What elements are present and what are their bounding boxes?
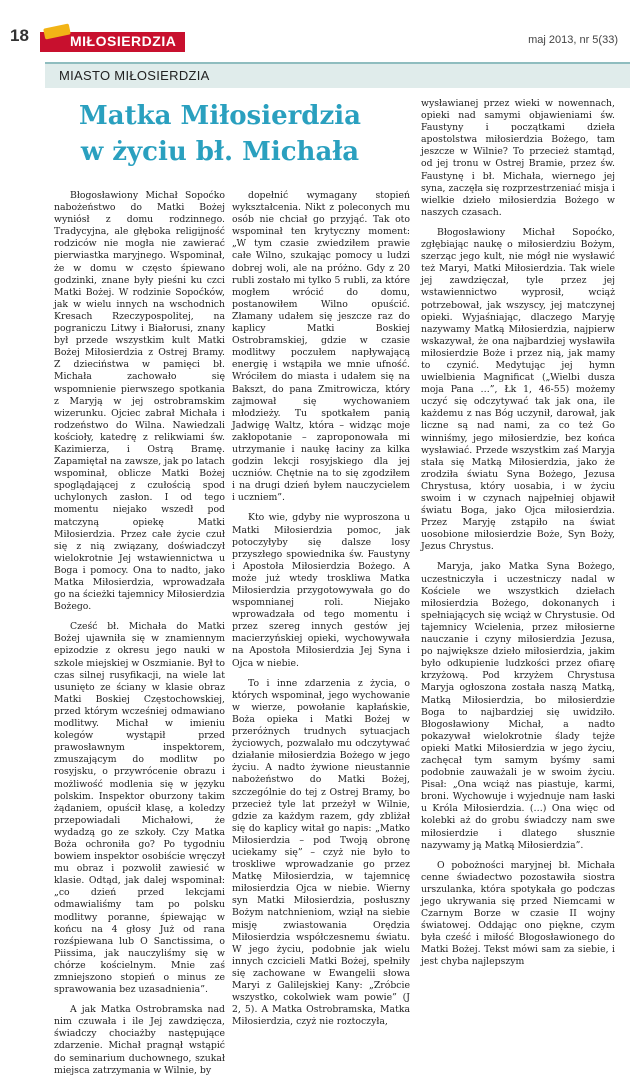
paragraph: dopełnić wymagany stopień wykształcenia. Nikt z poleconych mu osób nie chciał go przyjąć. Tak oto wspominał ten krytyczny moment: „W tym czasie zwiedziłem prawie całe Wilno, szukając pomocy u ludzi dobrej woli, ale na próżno. Gdy z 20 rubli zostało mi tylko 5 rubli, za które mogłem wrócić do domu, postanowiłem Wilno opuścić. Złamany udałem się jeszcze raz do kaplicy Matki Boskiej Ostrobramskiej, gdzie w czasie modlitwy poczułem napływającą energię i wstąpiła we mnie ufność. Wróciłem do miasta i udałem się na Bakszt, do pana Zmitrowicza, który zajmował się wychowaniem młodzieży. Tu spotkałem panią Jadwigę Waltz, która – widząc moje zakłopotanie – zaproponowała mi utrzymanie i naukę łaciny za kilka godzin lekcji rosyjskiego dla jej uczniów. Chętnie na to się zgodziłem i na drugi dzień byłem nauczycielem i uczniem”. (232, 190, 410, 504)
paragraph: Błogosławiony Michał Sopoćko, zgłębiając naukę o miłosierdziu Bożym, szerząc jego kult, nie mógł nie wysławić też Maryi, Matki Miłosierdzia. Tak wiele jej zawdzięczał, tyle przez jej wstawiennictwo wyprosił, wciąż potrzebował, jak wszyscy, jej matczynej opieki. Wyjaśniając, dlaczego Maryję nazywamy Matką Miłosierdzia, najpierw wskazywał, że ona najbardziej wysławiła miłosierdzie Boże i przez nią, jak mamy to czynić. Medytując jej hymn uwielbienia Magnificat („Wielbi dusza moja Pana …”, Łk 1, 46-55) możemy uczyć się odczytywać tak jak ona, ile każdemu z nas Bóg uczynił, darował, jak liczne są nad nami, za co też Go winniśmy, jego miłosierdzie, bez końca wysławiać. Przede wszystkim zaś Maryja stała się Matką Miłosierdzia, jako że zrodziła światu Syna Bożego, Jezusa Chrystusa, który uosabia, i w życiu swoim i w czynach najpełniej objawił światu Boga, jako Ojca miłosierdzia. Przez Maryję zstąpiło na świat uosobione miłosierdzie Boże, Syn Boży, Jezus Chrystus. (421, 226, 615, 553)
page-header (0, 0, 640, 56)
paragraph: O pobożności maryjnej bł. Michała cenne świadectwo pozostawiła siostra urszulanka, która spotykała go podczas jego ukrywania się przed Niemcami w Czarnym Borze w czasie II wojny światowej. Oddając ono piękne, czym była cześć i miłość Błogosławionego do Matki Bożej. Tekst mówi sam za siebie, i jest chyba najlepszym (421, 859, 615, 968)
text-column-1 (54, 190, 225, 1076)
paragraph: A jak Matka Ostrobramska nad nim czuwała i ile Jej zawdzięcza, świadczy chociażby następujące zdarzenie. Michał pragnął wstąpić do seminarium duchownego, szukał miejsca zatrzymania w Wilnie, by (54, 1004, 225, 1076)
paragraph: Maryja, jako Matka Syna Bożego, uczestniczyła i uczestniczy nadal w Kościele we wszystkich dziełach miłosierdzia Bożego, dokonanych i spełniających się wciąż w Chrystusie. Od tajemnicy Wcielenia, przez miłosierne nauczanie i czyny miłosierdzia Jezusa, po największe dzieło miłosierdzia, jakim było odkupienie ludzkości przez ofiarę krzyżową. Pod krzyżem Chrystusa Maryja ogłoszona została naszą Matką, Matką Miłosierdzia, bo miłosierdzie Boga to najbardziej się uwidziło. Błogosławiony Michał, a nadto pokazywał wielokrotnie ślady tejże opieki Matki Miłosierdzia w jego życiu, zachęcał tym samym byśmy sami podobnie zauważali je w swoim życiu. Pisał: „Ona wciąż nas piastuje, karmi, broni. Wychowuje i wyjednuje nam łaski u Króla Miłosierdzia. (…) Ona więc od kolebki aż do grobu świadczy nam swe miłosierdzie i dlatego słusznie nazywamy ją Matką Miłosierdzia”. (421, 561, 615, 851)
paragraph: Cześć bł. Michała do Matki Bożej ujawniła się w znamiennym epizodzie z okresu jego nauki w szkole miejskiej w Oszmianie. Był to czas silnej rusyfikacji, na wiele lat usunięto ze ściany w klasie obraz Matki Boskiej Częstochowskiej, przed którym wcześniej odmawiano modlitwy. Michał w imieniu kolegów wystąpił przed prawosławnym inspektorem, zmuszającym do modlitw po rosyjsku, o przywrócenie obrazu i możliwość modlenia się w języku polskim. Inspektor oburzony takim żądaniem, opuścił klasę, a koledzy przepowiadali Michałowi, że wydadzą go ze szkoły. Czy Matka Boża ochroniła go? Po tygodniu bowiem inspektor osobiście wręczył mu obraz i pozwolił zawiesić w klasie. Odtąd, jak dalej wspominał: „co dzień przed lekcjami odmawialiśmy tam po polsku modlitwy poranne, śpiewając w końcu na 4 głosy Już od rana rozśpiewana lub O Sanctissima, o Piissima, jak nauczyliśmy się w chórze kościelnym. Mnie zaś zmniejszono stopień o minus ze sprawowania bez uzasadnienia”. (54, 621, 225, 996)
paragraph: To i inne zdarzenia z życia, o których wspominał, jego wychowanie w wierze, powołanie kapłańskie, Boża opieka i Matki Bożej w przeróżnych trudnych sytuacjach życiowych, pozwalało mu odczytywać działanie miłosierdzia Bożego w jego życiu. A nadto żywione nieustannie nabożeństwo do Matki Bożej, szczególnie do tej z Ostrej Bramy, bo przecież tyle lat przeżył w Wilnie, gdzie za każdym razem, gdy zbliżał się do kaplicy witał go napis: „Matko Miłosierdzia – pod Twoją obronę uciekamy się” – czyż nie było to troskliwe wprowadzanie go przez Matkę Miłosierdzia, w tajemnicę miłosierdzia Ojca w niebie. Wierny syn Matki Miłosierdzia, posłuszny Bożym natchnieniom, wziął na siebie misję zwiastowania Orędzia Miłosierdzia współczesnemu światu. W jego życiu, podobnie jak wielu innych czcicieli Matki Bożej, spełniły się zachowane w Ewangelii słowa Maryi z Galilejskiej Kany: „Zróbcie wszystko, cokolwiek wam powie” (J 2, 5). A Matka Ostrobramska, Matka Miłosierdzia, czyż nie roztoczyła, (232, 677, 410, 1028)
issue-info: maj 2013, nr 5(33) (528, 34, 618, 46)
section-header (45, 62, 630, 88)
article-title (55, 98, 385, 170)
section-title: MIASTO MIŁOSIERDZIA (59, 68, 210, 83)
article-title-line1: Matka Miłosierdzia (79, 101, 361, 131)
magazine-name: MIŁOSIERDZIA (70, 33, 177, 49)
page-number: 18 (10, 26, 29, 45)
paragraph: wysławianej przez wieki w nowennach, opieki nad samymi objawieniami św. Faustyny i początkami dzieła apostolstwa miłosierdzia Bożego, tam jeszcze w Wilnie? To przecież stamtąd, od jej tronu w Ostrej Bramie, przez św. Faustynę i bł. Michała, wiernego jej syna, zaczęła się rozprzestrzeniać misja i wielkie dzieło miłosierdzia Bożego w naszych czasach. (421, 98, 615, 218)
text-column-3 (421, 98, 615, 968)
article-title-line2: w życiu bł. Michała (80, 137, 360, 167)
text-column-2 (232, 190, 410, 1028)
paragraph: Kto wie, gdyby nie wyproszona u Matki Miłosierdzia pomoc, jak potoczyłyby się dalsze losy przyszłego spowiednika św. Faustyny i Apostoła Miłosierdzia Bożego. A może już wtedy troskliwa Matka Miłosierdzia przygotowywała go do wspomnianej roli. Niejako wprowadzała od tego momentu i przez szereg innych gestów jej macierzyńskiej opieki, wychowywała na Apostoła Miłosierdzia Jej Syna i Ojca w niebie. (232, 512, 410, 669)
paragraph: Błogosławiony Michał Sopoćko nabożeństwo do Matki Bożej wyniósł z domu rodzinnego. Tradycyjna, ale głęboka religijność rodziców nie mogła nie zawierać pierwiastka maryjnego. Wspominał, że w domu w często śpiewano godzinki, znane były pieśni ku czci Matki Bożej. W rodzinie Sopoćków, jak w wielu innych na wschodnich Kresach Rzeczypospolitej, na pograniczu Litwy i Białorusi, znany był przede wszystkim kult Matki Bożej Miłosierdzia z Ostrej Bramy. Z dzieciństwa w pamięci bł. Michała zachowało się wspomnienie pierwszego spotkania z Maryją w jej ostrobramskim wizerunku. Ojciec zabrał Michała i rodzeństwo do Wilna. Nawiedzali kościoły, katedrę z relikwiami św. Kazimierza, i Ostrą Bramę. Zapamiętał na zawsze, jak po latach wspominał, oblicze Matki Bożej spoglądającej z czułością spod uchylonych zasłon. I od tego momentu niejako wszedł pod matczyną opiekę Matki Miłosierdzia. Przez całe życie czuł się z nią związany, doświadczył wielokrotnie Jej wstawiennictwa u Boga i pomocy. Ona to nadto, jako Matka Miłosierdzia, wprowadzała go na ścieżki tajemnicy Miłosierdzia Bożego. (54, 190, 225, 613)
